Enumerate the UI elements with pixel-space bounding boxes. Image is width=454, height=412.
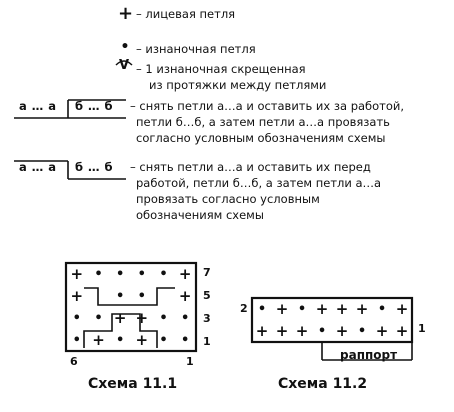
cross-front-label-b: б … б <box>75 160 114 174</box>
scheme2-cells <box>256 300 409 340</box>
scheme1-cell-r2-c0: • <box>72 311 81 326</box>
scheme1-cell-r3-c4: • <box>159 333 168 348</box>
purl-symbol-icon: • <box>120 39 130 55</box>
scheme1-cells <box>71 265 192 349</box>
scheme1-cell-r0-c0: + <box>70 265 84 283</box>
scheme1-caption: Схема 11.1 <box>88 376 178 392</box>
scheme1-col-left: 6 <box>70 355 78 368</box>
scheme2-cell-r0-c7: + <box>395 300 409 318</box>
scheme2-cell-r0-c6: • <box>377 302 387 317</box>
scheme2-cell-r0-c0: • <box>257 302 267 317</box>
scheme1-cable-upper <box>84 288 175 305</box>
scheme2-cell-r0-c1: + <box>275 300 289 318</box>
scheme2-cell-r1-c7: + <box>395 322 409 340</box>
scheme1-row-3: 3 <box>203 312 211 325</box>
scheme1-row-1: 1 <box>203 335 211 348</box>
scheme1-grid <box>66 263 196 351</box>
legend-cross-front-line2: работой, петли б…б, а затем петли а…а <box>136 176 382 190</box>
scheme2-cell-r1-c2: + <box>295 322 309 340</box>
scheme1-cell-r2-c1: • <box>94 311 103 326</box>
scheme2-cell-r1-c0: + <box>255 322 269 340</box>
scheme1-cell-r0-c3: • <box>137 267 146 282</box>
scheme2-row-1: 1 <box>418 322 426 335</box>
scheme2-cell-r1-c5: • <box>357 324 367 339</box>
twisted-arc <box>116 61 132 65</box>
legend-twisted-line1: – 1 изнаночная скрещенная <box>136 62 306 76</box>
scheme1-cell-r2-c2: + <box>113 309 127 327</box>
scheme2-cell-r1-c6: + <box>375 322 389 340</box>
scheme1-cell-r1-c2: • <box>116 289 125 304</box>
legend-cross-back-line3: согласно условным обозначениям схемы <box>136 131 386 145</box>
scheme2-cell-r0-c4: + <box>335 300 349 318</box>
scheme1-cell-r2-c3: + <box>135 309 149 327</box>
scheme1-cell-r0-c2: • <box>116 267 125 282</box>
scheme2-cell-r0-c2: • <box>297 302 307 317</box>
scheme1-cell-r2-c4: • <box>159 311 168 326</box>
cross-front-label-a: а … а <box>19 160 57 174</box>
scheme1-cell-r3-c1: + <box>92 331 105 349</box>
scheme2-cell-r1-c4: + <box>335 322 349 340</box>
scheme1-cell-r0-c4: • <box>159 267 168 282</box>
legend-purl-text: – изнаночная петля <box>136 42 256 56</box>
scheme1-cell-r3-c5: • <box>181 333 190 348</box>
scheme2-cell-r0-c3: + <box>315 300 329 318</box>
legend-cross-front-line3: провязать согласно условным <box>136 192 320 206</box>
knit-symbol-icon: + <box>118 3 134 24</box>
legend-knit-text: – лицевая петля <box>136 7 236 21</box>
scheme2-caption: Схема 11.2 <box>278 376 368 392</box>
cross-back-bracket <box>14 100 126 118</box>
scheme2-cell-r1-c3: • <box>317 324 327 339</box>
scheme1-cell-r1-c0: + <box>70 287 84 305</box>
scheme1-cell-r1-c3: • <box>137 289 146 304</box>
scheme1-row-5: 5 <box>203 289 211 302</box>
scheme2-repeat-label: раппорт <box>340 348 398 362</box>
legend-cross-front-line4: обозначениям схемы <box>136 208 264 222</box>
scheme1-cell-r2-c5: • <box>181 311 190 326</box>
cross-back-label-a: а … а <box>19 99 57 113</box>
scheme1-cell-r3-c3: + <box>135 331 149 349</box>
legend-cross-back-line1: – снять петли а…а и оставить их за работой, <box>130 99 405 113</box>
twisted-purl-v-glyph: V <box>118 58 130 73</box>
scheme2-cell-r1-c1: + <box>275 322 289 340</box>
scheme1-row-7: 7 <box>203 266 211 279</box>
scheme1-cell-r0-c5: + <box>178 265 192 283</box>
scheme1-cell-r1-c5: + <box>178 287 192 305</box>
legend-cross-front-line1: – снять петли а…а и оставить их перед <box>130 160 371 174</box>
scheme1-cell-r0-c1: • <box>94 267 103 282</box>
scheme1-cell-r3-c0: • <box>72 333 81 348</box>
cross-back-label-b: б … б <box>75 99 114 113</box>
scheme1-cell-r3-c2: • <box>116 333 125 348</box>
cross-front-bracket <box>14 161 126 179</box>
legend-cross-back-line2: петли б…б, а затем петли а…а провязать <box>136 115 390 129</box>
legend-twisted-line2: из протяжки между петлями <box>149 78 327 92</box>
scheme2-row-2: 2 <box>240 302 248 315</box>
scheme2-cell-r0-c5: + <box>355 300 369 318</box>
scheme1-col-right: 1 <box>186 355 194 368</box>
